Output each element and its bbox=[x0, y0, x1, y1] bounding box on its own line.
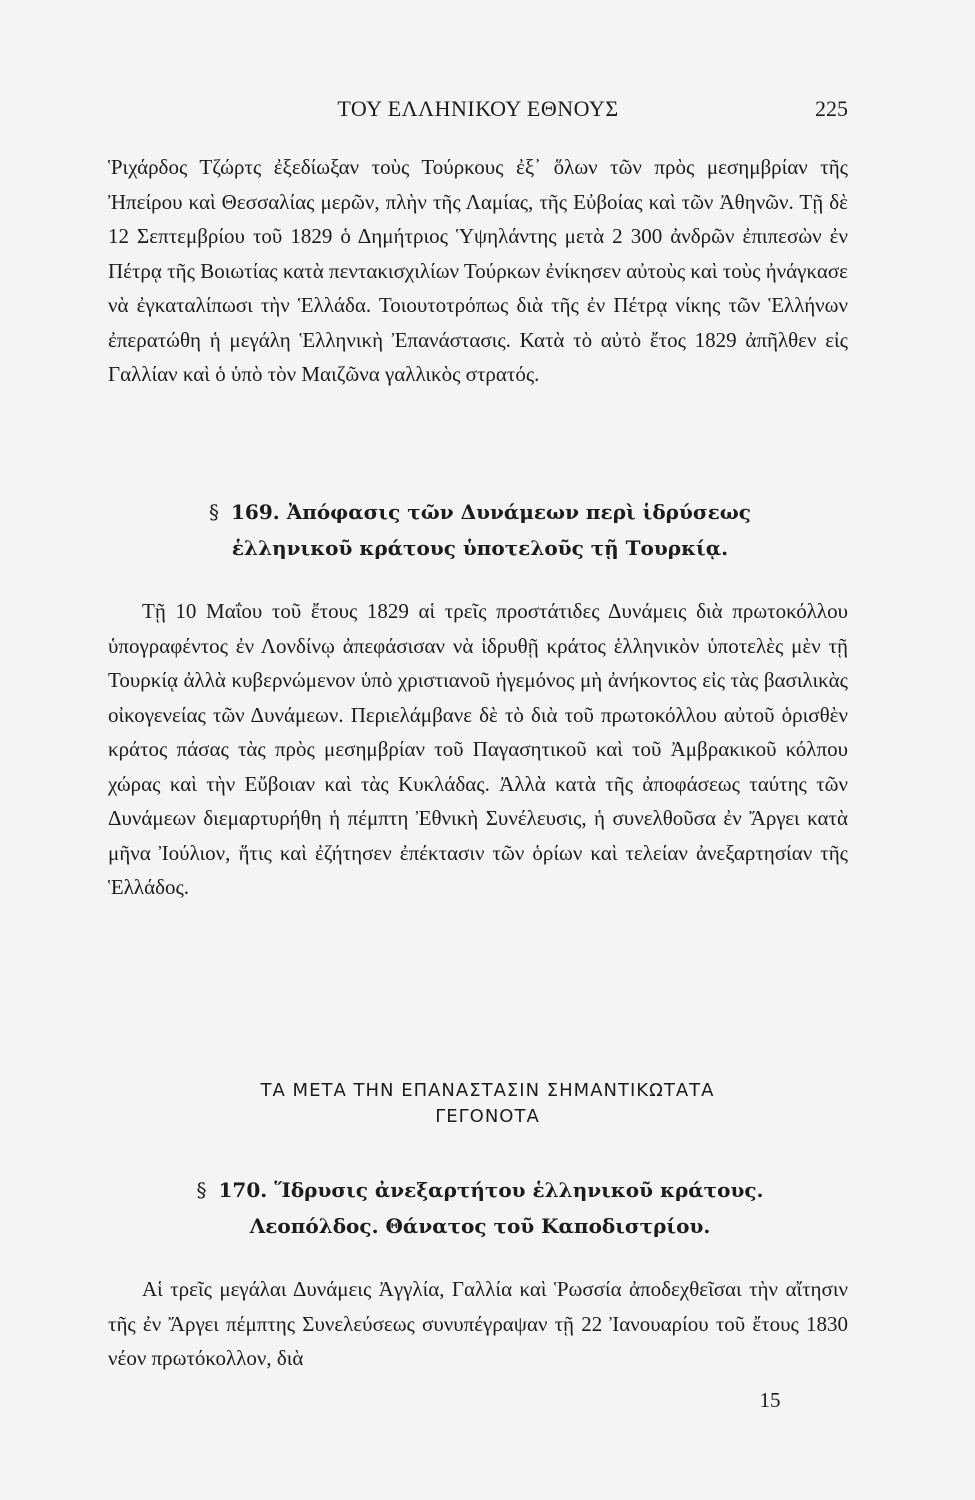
section-169-heading bbox=[120, 494, 840, 566]
section-mark: § bbox=[196, 1178, 207, 1202]
running-title: ΤΟΥ ΕΛΛΗΝΙΚΟΥ ΕΘΝΟΥΣ bbox=[337, 96, 619, 121]
section-170-number: 170. bbox=[218, 1178, 268, 1202]
section-170-title-line-2: Λεοπόλδος. Θάνατος τοῦ Καποδιστρίου. bbox=[249, 1214, 711, 1238]
printer-signature: 15 bbox=[759, 1388, 781, 1412]
paragraph-section-169: Τῇ 10 Μαΐου τοῦ ἔτους 1829 αἱ τρεῖς προστάτιδες Δυνάμεις διὰ πρωτοκόλλου ὑπογραφέντος ἐν Λονδίνῳ ἀπεφάσισαν νὰ ἱδρυθῇ κράτος ἑλληνικὸν ὑποτελὲς μὲν τῇ Τουρκίᾳ ἀλλὰ κυβερνώμενον ὑπὸ χριστιανοῦ ἡγεμόνος μὴ ἀνήκοντος εἰς τὰς βασιλικὰς οἰκογενείας τῶν Δυνάμεων. Περιελάμβανε δὲ τὸ διὰ τοῦ πρωτοκόλλου αὐτοῦ ὁρισθὲν κράτος πάσας τὰς πρὸς μεσημβρίαν τοῦ Παγασητικοῦ καὶ τοῦ Ἀμβρακικοῦ κόλπου χώρας καὶ τὴν Εὔβοιαν καὶ τὰς Κυκλάδας. Ἀλλὰ κατὰ τῆς ἀποφάσεως ταύτης τῶν Δυνάμεων διεμαρτυρήθη ἡ πέμπτη Ἐθνικὴ Συνέλευσις, ἡ συνελθοῦσα ἐν Ἄργει κατὰ μῆνα Ἰούλιον, ἥτις καὶ ἐζήτησεν ἐπέκτασιν τῶν ὁρίων καὶ τελείαν ἀνεξαρτησίαν τῆς Ἑλλάδος. bbox=[108, 599, 848, 899]
section-170-title-text-1: Ἵδρυσις ἀνεξαρτήτου ἑλληνικοῦ κράτους. bbox=[274, 1178, 764, 1202]
section-169-number: 169. bbox=[231, 500, 280, 524]
paragraph-section-170: Αἱ τρεῖς μεγάλαι Δυνάμεις Ἀγγλία, Γαλλία καὶ Ῥωσσία ἀποδεχθεῖσαι τὴν αἴτησιν τῆς ἐν Ἄργει πέμπτης Συνελεύσεως συνυπέγραψαν τῇ 22 Ἰανουαρίου τοῦ ἔτους 1830 νέον πρωτόκολλον, διὰ bbox=[108, 1277, 848, 1370]
section-169-title-line-1 bbox=[120, 494, 840, 530]
section-169-title-line-2: ἑλληνικοῦ κράτους ὑποτελοῦς τῇ Τουρκίᾳ. bbox=[231, 536, 729, 560]
chapter-title bbox=[100, 1078, 875, 1130]
section-170-heading bbox=[120, 1172, 840, 1244]
section-170-title-line-1 bbox=[120, 1172, 840, 1208]
section-mark: § bbox=[209, 500, 219, 524]
page-number: 225 bbox=[815, 96, 848, 121]
chapter-title-line-2: ΓΕΓΟΝΟΤΑ bbox=[435, 1106, 540, 1127]
section-169-title-text-1: Ἀπόφασις τῶν Δυνάμεων περὶ ἱδρύσεως bbox=[286, 500, 751, 524]
paragraph-continuation: Ῥιχάρδος Τζώρτς ἐξεδίωξαν τοὺς Τούρκους ἐξ᾽ ὅλων τῶν πρὸς μεσημβρίαν τῆς Ἠπείρου καὶ Θεσσαλίας μερῶν, πλὴν τῆς Λαμίας, τῆς Εὐβοίας καὶ τῶν Ἀθηνῶν. Τῇ δὲ 12 Σεπτεμβρίου τοῦ 1829 ὁ Δημήτριος Ὑψηλάντης μετὰ 2 300 ἀνδρῶν ἐπιπεσὼν ἐν Πέτρᾳ τῆς Βοιωτίας κατὰ πεντακισχιλίων Τούρκων ἐνίκησεν αὐτοὺς καὶ τοὺς ἠνάγκασε νὰ ἐγκαταλίπωσι τὴν Ἑλλάδα. Τοιουτοτρόπως διὰ τῆς ἐν Πέτρᾳ νίκης τῶν Ἑλλήνων ἐπερατώθη ἡ μεγάλη Ἑλληνικὴ Ἐπανάστασις. Κατὰ τὸ αὐτὸ ἔτος 1829 ἀπῆλθεν εἰς Γαλλίαν καὶ ὁ ὑπὸ τὸν Μαιζῶνα γαλλικὸς στρατός. bbox=[108, 155, 848, 386]
page-header bbox=[108, 96, 848, 126]
chapter-title-line-1: ΤΑ ΜΕΤΑ ΤΗΝ ΕΠΑΝΑΣΤΑΣΙΝ ΣΗΜΑΝΤΙΚΩΤΑΤΑ bbox=[260, 1080, 715, 1101]
